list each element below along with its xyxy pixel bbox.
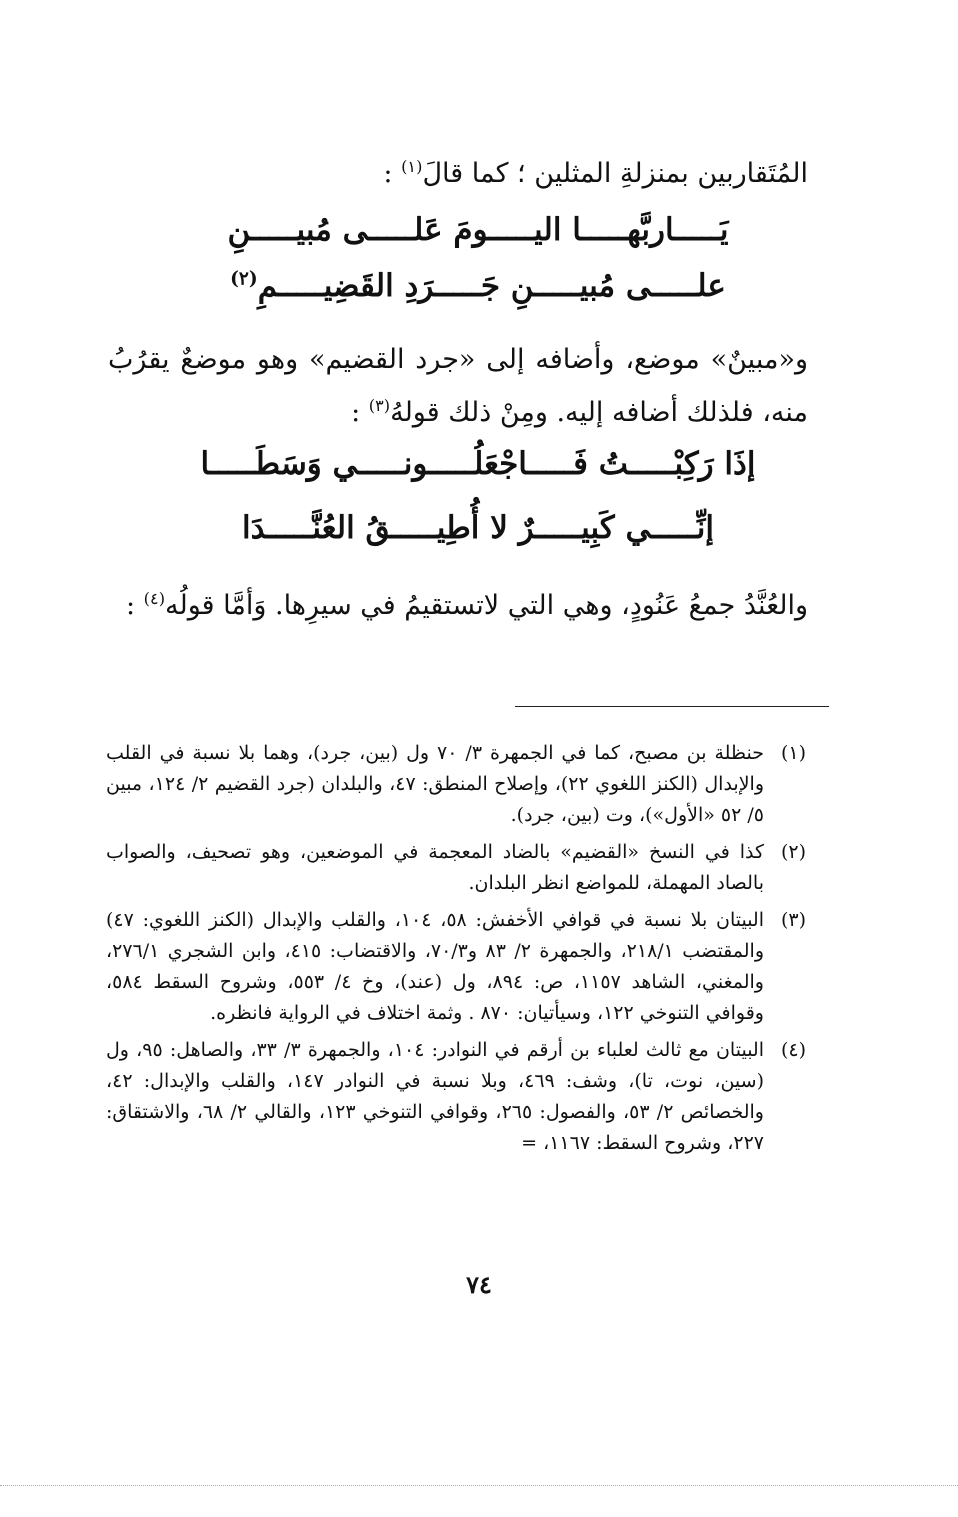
footnote-text: البيتان مع ثالث لعلباء بن أرقم في النوادر: ١٠٤، والجمهرة ٣/ ٣٣، والصاهل: ٩٥، ول (سين، نوت، تا)، وشف: ٤٦٩، وبلا نسبة في النوادر ١٤٧، والقلب والإبدال: ٤٢، والخصائص ٢/ ٥٣، والفصول: ٢٦٥، وقوافي التنوخي ١٢٣، والقالي ٢/ ٦٨، والاشتقاق: ٢٢٧، وشروح السقط: ١١٦٧، = — [106, 1039, 764, 1154]
footnote-separator — [515, 706, 829, 707]
paragraph-3 — [108, 576, 808, 629]
page-number: ٧٤ — [466, 1270, 492, 1299]
footnote-number: (٢) — [780, 841, 806, 863]
footnote-number: (١) — [780, 742, 806, 764]
footnote-1 — [106, 738, 806, 831]
footnotes — [106, 738, 806, 1165]
paragraph-2-text: و«مبينٌ» موضع، وأضافه إلى «جرد القضيم» وهو موضعٌ يقرُبُ منه، فلذلك أضافه إليه. ومِنْ ذلك قولهُ — [108, 344, 808, 428]
footnote-ref-1: (١) — [401, 157, 423, 176]
footnote-3 — [106, 905, 806, 1029]
footnote-number: (٣) — [780, 909, 806, 931]
verse-2-second-hemistich: إنِّـــــي كَبِيـــــرٌ لا أُطِيـــــقُ العُنَّـــــدَا — [242, 510, 714, 546]
footnote-ref-3: (٣) — [368, 396, 391, 415]
intro-text: المُتَقاربين بمنزلةِ المثلين ؛ كما قالَ — [422, 158, 808, 189]
footnote-text: البيتان بلا نسبة في قوافي الأخفش: ٥٨، ١٠٤، والقلب والإبدال (الكنز اللغوي: ٤٧) والمقتضب ٢١٨/١، والجمهرة ٢/ ٨٣ و٧٠/٣، والاقتضاب: ٤١٥، وابن الشجري ٢٧٦/١، والمغني، الشاهد ١١٥٧، ص: ٨٩٤، ول (عند)، وخ ٤/ ٥٥٣، وشروح السقط ٥٨٤، وقوافي التنوخي ١٢٢، وسيأتيان: ٨٧٠ . وثمة اختلاف في الرواية فانظره. — [106, 909, 765, 1024]
footnote-text: حنظلة بن مصبح، كما في الجمهرة ٣/ ٧٠ ول (بين، جرد)، وهما بلا نسبة في القلب والإبدال (الكنز اللغوي ٢٢)، وإصلاح المنطق: ٤٧، والبلدان (جرد القضيم ٢/ ١٢٤، مبين ٥/ ٥٢ «الأول»)، وت (بين، جرد). — [106, 742, 765, 826]
footnote-4 — [106, 1035, 806, 1159]
intro-colon: : — [383, 158, 402, 189]
paragraph-3-colon: : — [125, 590, 144, 621]
footnote-text: كذا في النسخ «القضيم» بالضاد المعجمة في الموضعين، وهو تصحيف، والصواب بالصاد المهملة، للمواضع انظر البلدان. — [106, 841, 764, 894]
paragraph-2-colon: : — [351, 397, 369, 428]
paragraph-2 — [108, 337, 808, 436]
footnote-ref-2: (٢) — [230, 268, 258, 290]
verse-1-second-text: علـــــى مُبيـــــنِ جَـــــرَدِ القَضِيـــــمِ — [257, 268, 726, 304]
footnote-ref-4: (٤) — [143, 589, 166, 608]
footnote-2 — [106, 837, 806, 899]
footnote-number: (٤) — [780, 1039, 806, 1061]
scan-edge-line — [0, 1485, 958, 1486]
verse-2-first-hemistich: إذَا رَكِبْـــــتُ فَـــــاجْعَلُـــــونـــــي وَسَطَـــــا — [200, 446, 756, 482]
intro-line — [108, 144, 808, 197]
verse-1-second-hemistich — [178, 268, 778, 304]
paragraph-3-text: والعُنَّدُ جمعُ عَنُودٍ، وهي التي لاتستقيمُ في سيرِها. وَأمَّا قولُه — [165, 590, 808, 621]
verse-1-first-hemistich: يَـــــاربَّهـــــا اليـــــومَ عَلـــــى مُبيـــــنِ — [227, 212, 729, 248]
